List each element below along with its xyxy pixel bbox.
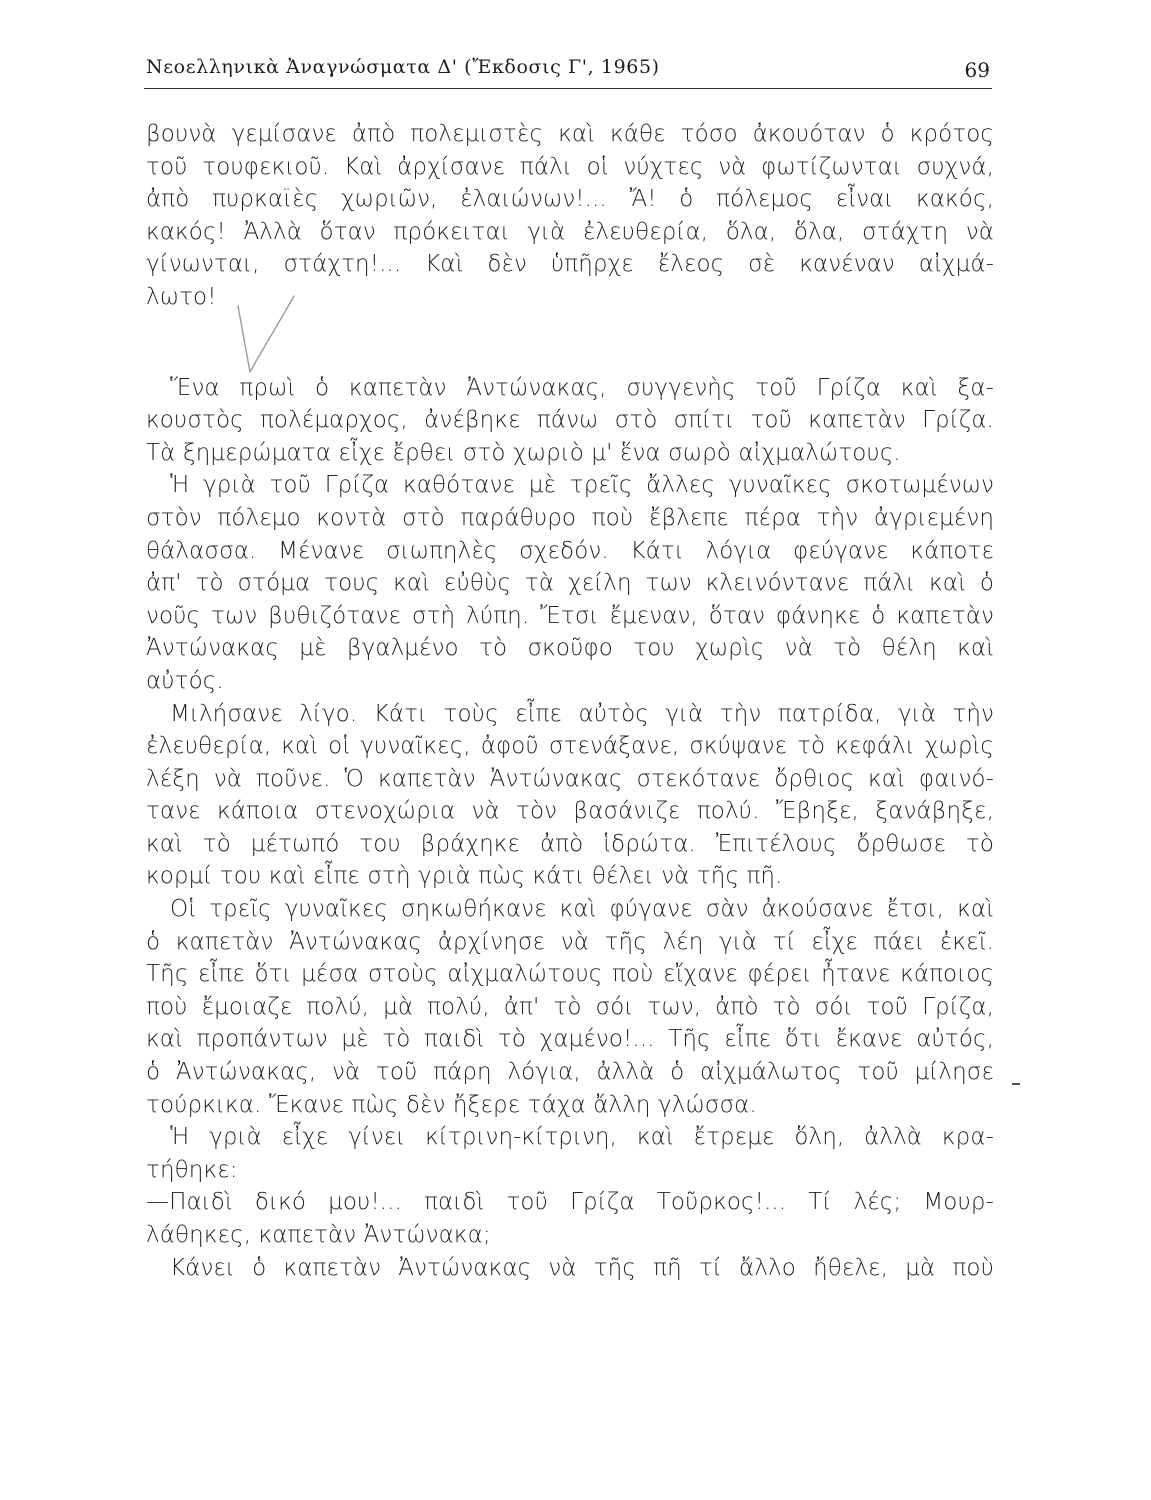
text-line: Ἡ γριὰ εἶχε γίνει κίτρινη-κίτρινη, καὶ ἔτρεμε ὅλη, ἀλλὰ κρα- xyxy=(170,1124,994,1151)
text-line: τούρκικα. Ἔκανε πὼς δὲν ἤξερε τάχα ἄλλη γλώσσα. xyxy=(146,1091,757,1118)
text-line: τοῦ τουφεκιοῦ. Καὶ ἀρχίσανε πάλι οἱ νύχτες νὰ φωτίζωνται συχνά, xyxy=(146,153,994,180)
text-line: γίνωνται, στάχτη!... Καὶ δὲν ὑπῆρχε ἔλεος σὲ κανέναν αἰχμά- xyxy=(146,251,994,278)
paragraph xyxy=(146,118,994,314)
text-line: ποὺ ἔμοιαζε πολύ, μὰ πολύ, ἀπ' τὸ σόι των, ἀπὸ τὸ σόι τοῦ Γρίζα, xyxy=(146,993,994,1020)
text-line: νοῦς των βυθιζότανε στὴ λύπη. Ἔτσι ἔμεναν, ὅταν φάνηκε ὁ καπετὰν xyxy=(146,602,994,629)
text-line: Οἱ τρεῖς γυναῖκες σηκωθήκανε καὶ φύγανε σὰν ἀκούσανε ἔτσι, καὶ xyxy=(170,896,994,923)
text-line: καὶ τὸ μέτωπό του βράχηκε ἀπὸ ἱδρώτα. Ἐπιτέλους ὄρθωσε τὸ xyxy=(146,830,994,857)
text-line: καὶ προπάντων μὲ τὸ παιδὶ τὸ χαμένο!... Τῆς εἶπε ὅτι ἔκανε αὐτός, xyxy=(146,1026,994,1053)
text-line: ἐλευθερία, καὶ οἱ γυναῖκες, ἀφοῦ στενάξανε, σκύψανε τὸ κεφάλι χωρὶς xyxy=(146,733,994,760)
text-line: κουστὸς πολέμαρχος, ἀνέβηκε πάνω στὸ σπίτι τοῦ καπετὰν Γρίζα. xyxy=(146,407,994,434)
text-line: —Παιδὶ δικό μου!... παιδὶ τοῦ Γρίζα Τοῦρκος!... Τί λές; Μουρ- xyxy=(146,1189,994,1216)
text-line: λέξη νὰ ποῦνε. Ὁ καπετὰν Ἀντώνακας στεκότανε ὄρθιος καὶ φαινό- xyxy=(146,765,994,792)
running-header xyxy=(144,50,992,89)
text-line: Ἀντώνακας μὲ βγαλμένο τὸ σκοῦφο του χωρὶς νὰ τὸ θέλη καὶ xyxy=(146,635,994,662)
margin-mark xyxy=(1012,1083,1020,1085)
text-line: βουνὰ γεμίσανε ἀπὸ πολεμιστὲς καὶ κάθε τόσο ἀκουόταν ὁ κρότος xyxy=(146,121,994,147)
text-line: Ἡ γριὰ τοῦ Γρίζα καθότανε μὲ τρεῖς ἄλλες γυναῖκες σκοτωμένων xyxy=(170,472,994,499)
text-line: Μιλήσανε λίγο. Κάτι τοὺς εἶπε αὐτὸς γιὰ τὴν πατρίδα, γιὰ τὴν xyxy=(170,700,994,727)
text-line: τανε κάποια στενοχώρια νὰ τὸν βασάνιζε πολύ. Ἔβηξε, ξανάβηξε, xyxy=(146,798,994,825)
running-title: Νεοελληνικὰ Ἀναγνώσματα Δ' (Ἔκδοσις Γ', 1965) xyxy=(146,56,660,78)
text-line: Τὰ ξημερώματα εἶχε ἔρθει στὸ χωριὸ μ' ἕνα σωρὸ αἰχμαλώτους. xyxy=(146,439,901,466)
paragraph xyxy=(146,893,994,1121)
text-line: αὐτός. xyxy=(146,667,224,694)
text-line: ὁ Ἀντώνακας, νὰ τοῦ πάρη λόγια, ἀλλὰ ὁ αἰχμάλωτος τοῦ μίλησε xyxy=(146,1059,994,1086)
text-line: κορμί του καὶ εἶπε στὴ γριὰ πὼς κάτι θέλει νὰ τῆς πῆ. xyxy=(146,863,783,890)
page-number: 69 xyxy=(964,58,990,82)
paragraph xyxy=(146,372,994,470)
paragraph xyxy=(146,1121,994,1186)
text-line: ἀπ' τὸ στόμα τους καὶ εὐθὺς τὰ χείλη των κλεινόντανε πάλι καὶ ὁ xyxy=(146,570,994,597)
paragraph xyxy=(146,1252,994,1285)
paragraph xyxy=(146,1186,994,1251)
text-line: λάθηκες, καπετὰν Ἀντώνακα; xyxy=(146,1222,491,1248)
text-line: κακός! Ἀλλὰ ὅταν πρόκειται γιὰ ἐλευθερία, ὅλα, ὅλα, στάχτη νὰ xyxy=(146,218,994,245)
text-line: Τῆς εἶπε ὅτι μέσα στοὺς αἰχμαλώτους ποὺ εἴχανε φέρει ἦτανε κάποιος xyxy=(146,961,994,988)
text-line: στὸν πόλεμο κοντὰ στὸ παράθυρο ποὺ ἔβλεπε πέρα τὴν ἀγριεμένη xyxy=(146,504,994,531)
text-line: Ἕνα πρωὶ ὁ καπετὰν Ἀντώνακας, συγγενὴς τοῦ Γρίζα καὶ ξα- xyxy=(170,374,994,401)
text-line: Κάνει ὁ καπετὰν Ἀντώνακας νὰ τῆς πῆ τί ἄλλο ἤθελε, μὰ ποὺ xyxy=(170,1254,994,1281)
text-line: ὁ καπετὰν Ἀντώνακας ἀρχίνησε νὰ τῆς λέη γιὰ τί εἶχε πάει ἐκεῖ. xyxy=(146,928,994,955)
text-line: θάλασσα. Μένανε σιωπηλὲς σχεδόν. Κάτι λόγια φεύγανε κάποτε xyxy=(146,537,994,564)
pencil-check-mark-icon xyxy=(228,288,298,378)
text-line: ἀπὸ πυρκαϊὲς χωριῶν, ἐλαιώνων!... Ἄ! ὁ πόλεμος εἶναι κακός, xyxy=(146,186,994,213)
text-line: λωτο! xyxy=(146,283,217,310)
paragraph xyxy=(146,698,994,894)
paragraph xyxy=(146,469,994,697)
text-line: τήθηκε: xyxy=(146,1156,238,1183)
